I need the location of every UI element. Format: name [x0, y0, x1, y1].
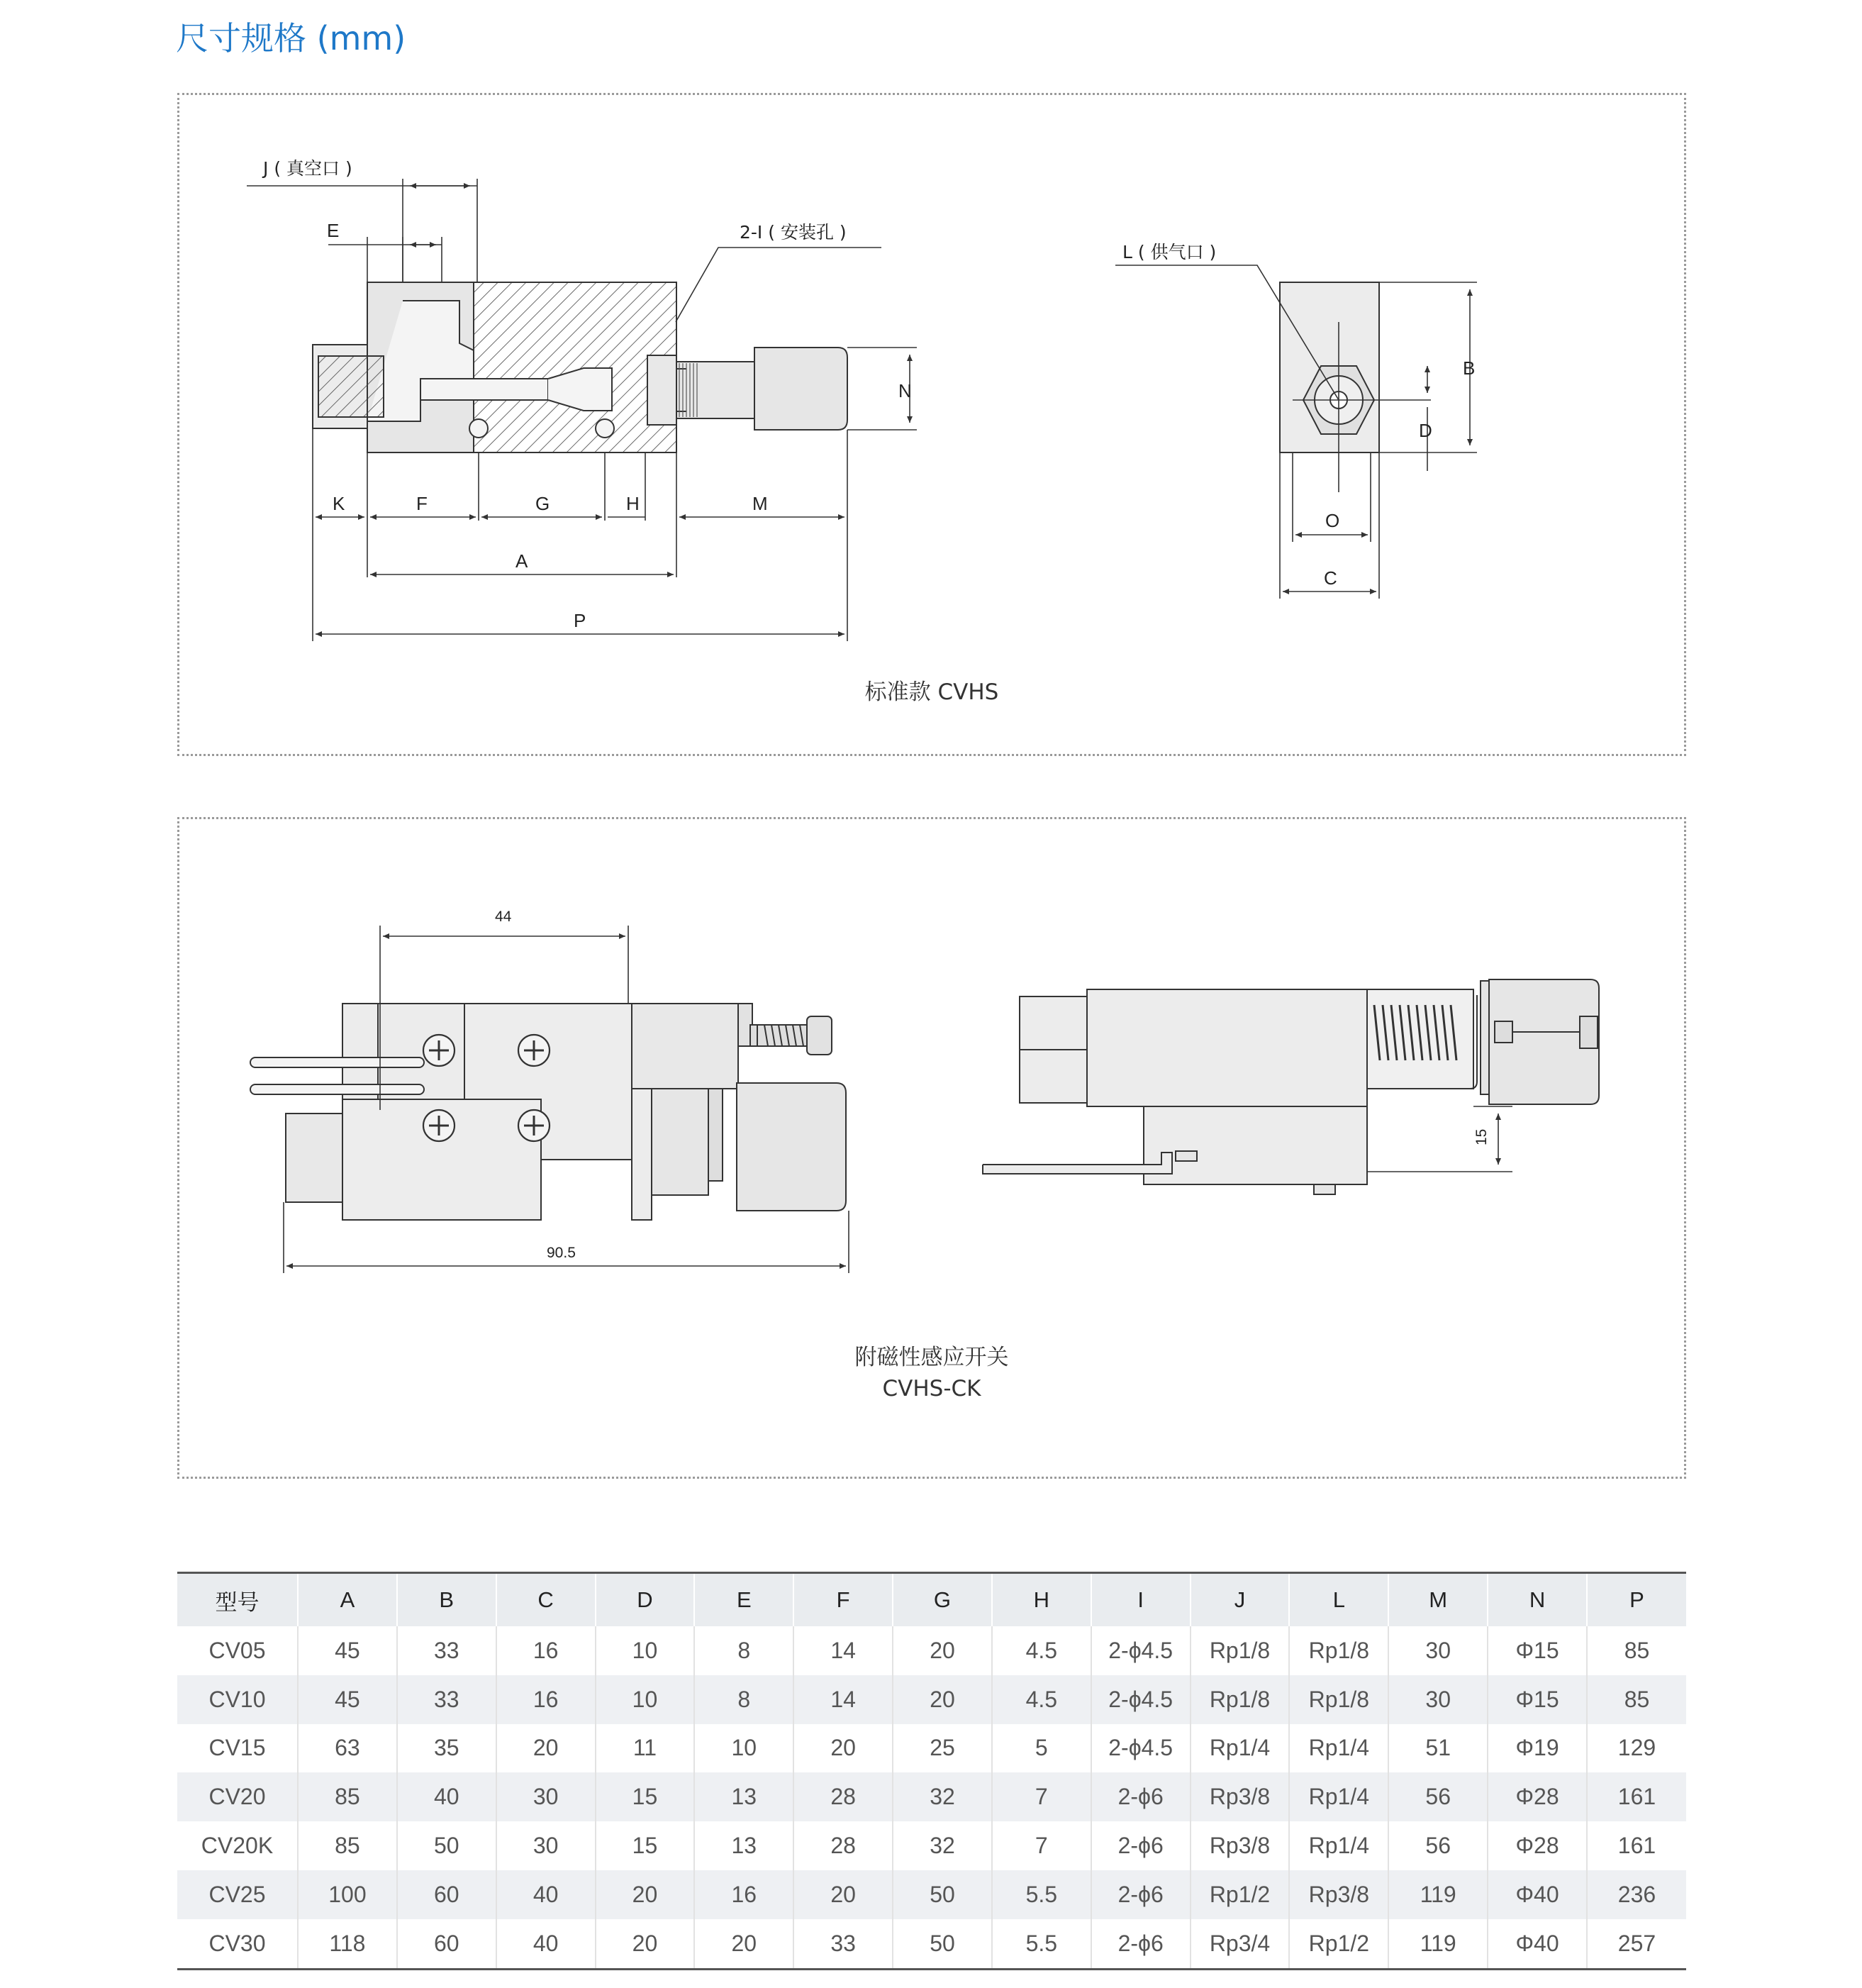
table-cell: 5.5: [992, 1870, 1091, 1919]
table-cell: 20: [596, 1870, 695, 1919]
table-cell: 40: [397, 1772, 496, 1821]
label-f: F: [416, 493, 428, 514]
table-cell: 20: [893, 1626, 992, 1675]
switch-caption-line2: CVHS-CK: [882, 1376, 981, 1401]
table-cell: Rp1/8: [1191, 1675, 1290, 1724]
label-l: L ( 供气口 ): [1122, 242, 1217, 262]
table-cell: 20: [496, 1724, 596, 1773]
table-cell: 30: [496, 1821, 596, 1870]
table-cell: 32: [893, 1821, 992, 1870]
table-cell: 2-ϕ4.5: [1091, 1626, 1191, 1675]
standard-caption: 标准款 CVHS: [864, 679, 999, 705]
table-cell: 30: [1388, 1675, 1488, 1724]
table-row: [177, 1821, 1686, 1870]
table-cell: 16: [496, 1675, 596, 1724]
table-cell: 236: [1587, 1870, 1686, 1919]
label-p: P: [574, 610, 586, 631]
model-cell: CV20: [177, 1772, 298, 1821]
spec-table: [177, 1572, 1686, 1970]
table-cell: Rp1/4: [1191, 1724, 1290, 1773]
table-cell: 85: [298, 1772, 397, 1821]
table-cell: 56: [1388, 1821, 1488, 1870]
table-cell: 45: [298, 1675, 397, 1724]
label-e: E: [327, 220, 340, 241]
table-cell: Rp1/2: [1191, 1870, 1290, 1919]
table-cell: 100: [298, 1870, 397, 1919]
table-cell: 7: [992, 1772, 1091, 1821]
table-cell: Rp3/8: [1289, 1870, 1388, 1919]
label-d: D: [1419, 420, 1432, 441]
header-model: 型号: [177, 1573, 298, 1627]
table-cell: 129: [1617, 1735, 1656, 1761]
table-cell: 14: [793, 1626, 893, 1675]
table-cell: 4.5: [992, 1626, 1091, 1675]
label-b: B: [1463, 357, 1476, 379]
table-cell: 56: [1388, 1772, 1488, 1821]
header-g: G: [893, 1573, 992, 1627]
table-cell: 8: [694, 1626, 793, 1675]
table-row: [177, 1772, 1686, 1821]
table-cell: 40: [496, 1919, 596, 1969]
table-cell: 15: [596, 1772, 695, 1821]
table-row: [177, 1675, 1686, 1724]
model-cell: CV20K: [177, 1821, 298, 1870]
table-cell: 14: [793, 1675, 893, 1724]
table-cell: 50: [893, 1870, 992, 1919]
table-cell: 15: [596, 1821, 695, 1870]
table-cell: 35: [397, 1724, 496, 1773]
header-p: P: [1587, 1573, 1686, 1627]
table-cell: 60: [397, 1919, 496, 1969]
table-cell: 2-ϕ6: [1091, 1870, 1191, 1919]
table-cell: Φ28: [1488, 1821, 1587, 1870]
label-j: J ( 真空口 ): [263, 158, 352, 179]
table-cell: 4.5: [992, 1675, 1091, 1724]
table-cell: 85: [1624, 1637, 1650, 1663]
table-cell: 5: [992, 1724, 1091, 1773]
standard-drawing: [179, 95, 1684, 754]
table-cell: 13: [694, 1772, 793, 1821]
dim-15: 15: [1473, 1128, 1490, 1145]
table-cell: Rp3/8: [1191, 1772, 1290, 1821]
table-cell: Rp1/2: [1289, 1919, 1388, 1969]
header-h: H: [992, 1573, 1091, 1627]
table-cell: Rp1/8: [1289, 1675, 1388, 1724]
label-c: C: [1324, 567, 1337, 589]
model-cell: CV10: [177, 1675, 298, 1724]
table-cell: 16: [694, 1870, 793, 1919]
table-cell: 119: [1388, 1870, 1488, 1919]
table-cell: 8: [694, 1675, 793, 1724]
table-cell: 85: [1587, 1675, 1686, 1724]
header-b: B: [397, 1573, 496, 1627]
table-cell: Rp1/4: [1289, 1772, 1388, 1821]
table-cell: Rp1/8: [1191, 1626, 1290, 1675]
table-cell: 2-ϕ4.5: [1091, 1724, 1191, 1773]
label-k: K: [333, 493, 345, 514]
table-cell: Φ19: [1488, 1724, 1587, 1773]
table-cell: Rp1/8: [1289, 1626, 1388, 1675]
table-cell: 20: [793, 1870, 893, 1919]
table-cell: 161: [1617, 1833, 1656, 1859]
table-cell: 33: [397, 1675, 496, 1724]
table-cell: 16: [496, 1626, 596, 1675]
header-m: M: [1388, 1573, 1488, 1627]
table-cell: 60: [397, 1870, 496, 1919]
table-cell: 20: [596, 1919, 695, 1969]
table-cell: 11: [596, 1724, 695, 1773]
table-cell: 161: [1587, 1772, 1686, 1821]
table-cell: 50: [893, 1919, 992, 1969]
table-cell: 33: [793, 1919, 893, 1969]
table-cell: 50: [397, 1821, 496, 1870]
table-cell: Φ40: [1488, 1870, 1587, 1919]
table-cell: Rp1/4: [1289, 1724, 1388, 1773]
table-cell: Φ15: [1488, 1675, 1587, 1724]
table-cell: Rp3/8: [1191, 1821, 1290, 1870]
header-i: I: [1091, 1573, 1191, 1627]
table-cell: 118: [298, 1919, 397, 1969]
table-row: [177, 1626, 1686, 1675]
table-cell: 2-ϕ6: [1091, 1821, 1191, 1870]
table-cell: 257: [1617, 1930, 1656, 1956]
table-cell: Rp3/4: [1191, 1919, 1290, 1969]
switch-drawing-panel: [177, 817, 1686, 1479]
label-h: H: [626, 493, 640, 514]
table-cell: 30: [496, 1772, 596, 1821]
table-row: [177, 1919, 1686, 1969]
table-cell: 63: [298, 1724, 397, 1773]
header-f: F: [793, 1573, 893, 1627]
table-cell: 25: [893, 1724, 992, 1773]
label-g: G: [535, 493, 550, 514]
label-o: O: [1325, 510, 1340, 531]
table-cell: 13: [694, 1821, 793, 1870]
table-cell: 20: [793, 1724, 893, 1773]
label-n: N: [898, 380, 912, 401]
dim-44: 44: [495, 909, 512, 925]
label-m: M: [752, 493, 768, 514]
table-cell: 85: [298, 1821, 397, 1870]
table-cell: Φ28: [1488, 1772, 1587, 1821]
table-row: [177, 1724, 1686, 1773]
header-n: N: [1488, 1573, 1587, 1627]
table-cell: Φ40: [1488, 1919, 1587, 1969]
table-cell: 10: [694, 1724, 793, 1773]
table-cell: 119: [1388, 1919, 1488, 1969]
header-e: E: [694, 1573, 793, 1627]
standard-drawing-panel: [177, 93, 1686, 756]
table-cell: 7: [992, 1821, 1091, 1870]
table-cell: 20: [893, 1675, 992, 1724]
model-cell: CV25: [177, 1870, 298, 1919]
header-l: L: [1289, 1573, 1388, 1627]
model-cell: CV15: [177, 1724, 298, 1773]
dim-90-5: 90.5: [547, 1245, 576, 1261]
table-cell: 2-ϕ6: [1091, 1772, 1191, 1821]
table-cell: Φ15: [1488, 1626, 1587, 1675]
table-cell: Rp1/4: [1289, 1821, 1388, 1870]
table-cell: 10: [596, 1626, 695, 1675]
table-header-row: [177, 1573, 1686, 1627]
table-cell: 20: [694, 1919, 793, 1969]
table-cell: 32: [893, 1772, 992, 1821]
label-i: 2-I ( 安装孔 ): [740, 222, 847, 243]
table-cell: 10: [596, 1675, 695, 1724]
table-cell: 45: [298, 1626, 397, 1675]
table-cell: 28: [793, 1772, 893, 1821]
table-cell: 28: [793, 1821, 893, 1870]
header-c: C: [496, 1573, 596, 1627]
header-j: J: [1191, 1573, 1290, 1627]
model-cell: CV30: [177, 1919, 298, 1969]
header-d: D: [596, 1573, 695, 1627]
table-cell: 30: [1388, 1626, 1488, 1675]
model-cell: CV05: [177, 1626, 298, 1675]
table-cell: 5.5: [992, 1919, 1091, 1969]
table-row: [177, 1870, 1686, 1919]
table-cell: 2-ϕ6: [1091, 1919, 1191, 1969]
page-title: 尺寸规格 (mm): [176, 19, 406, 57]
header-a: A: [298, 1573, 397, 1627]
table-cell: 51: [1388, 1724, 1488, 1773]
table-cell: 2-ϕ4.5: [1091, 1675, 1191, 1724]
table-cell: 33: [397, 1626, 496, 1675]
label-a: A: [515, 550, 528, 572]
switch-caption-line1: 附磁性感应开关: [854, 1345, 1009, 1370]
table-cell: 40: [496, 1870, 596, 1919]
